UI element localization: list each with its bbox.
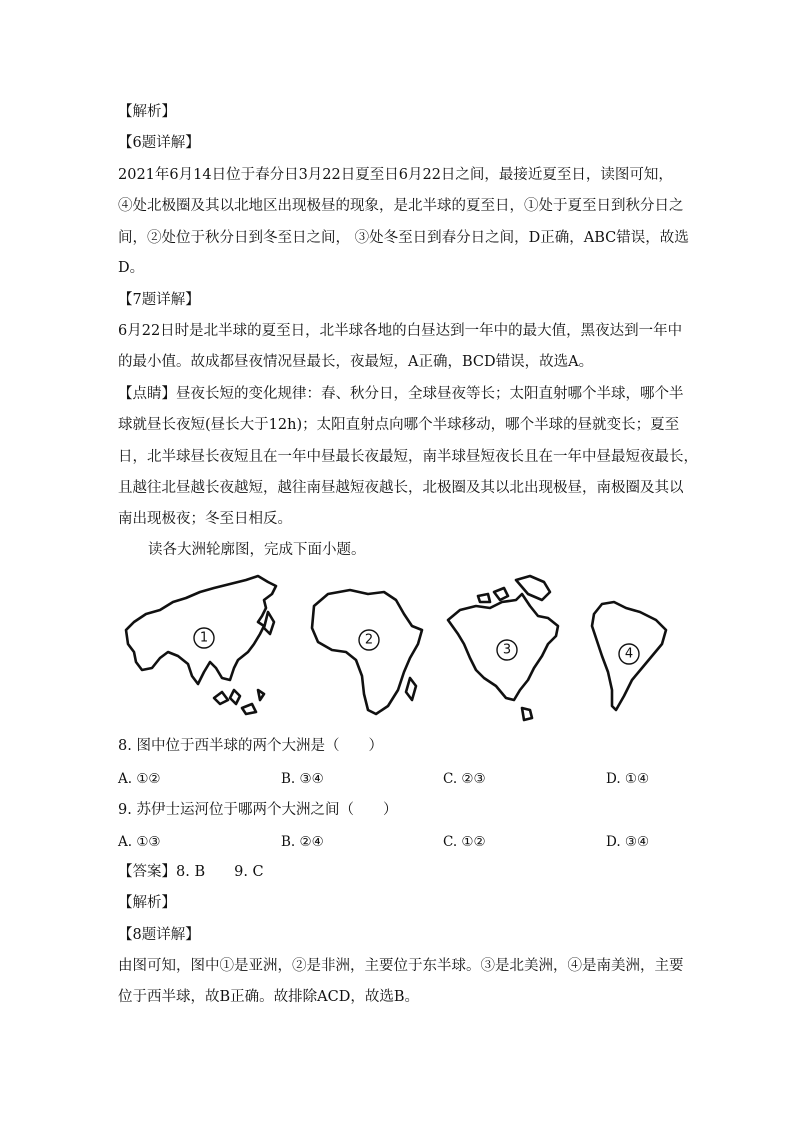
q9-option-c: C. ①② [443,834,486,850]
question-8: 8. 图中位于西半球的两个大洲是（ ） [118,738,383,754]
paragraph-line: 由图可知，图中①是亚洲，②是非洲，主要位于东半球。③是北美洲，④是南美洲，主要 [118,958,684,974]
q9-option-d: D. ③④ [606,834,650,850]
paragraph-line: 的最小值。故成都昼夜情况昼最长，夜最短，A正确，BCD错误，故选A。 [118,354,594,370]
q8-option-a: A. ①② [118,771,161,787]
paragraph-line: 位于西半球，故B正确。故排除ACD，故选B。 [118,989,420,1005]
q8-detail-heading: 【8题详解】 [118,927,200,943]
question-intro: 读各大洲轮廓图，完成下面小题。 [148,542,366,558]
asia-map [126,576,276,714]
africa-map [312,590,422,714]
continent-outline-maps [118,572,678,732]
q8-option-c: C. ②③ [443,771,486,787]
tip-line: 【点睛】昼夜长短的变化规律：春、秋分日，全球昼夜等长；太阳直射哪个半球，哪个半 [118,386,684,402]
map-label-1: 1 [199,630,209,646]
tip-line: 且越往北昼越长夜越短，越往南昼越短夜越长，北极圈及其以北出现极昼，南极圈及其以 [118,480,684,496]
q9-option-b: B. ②④ [281,834,324,850]
paragraph-line: 2021年6月14日位于春分日3月22日夏至日6月22日之间，最接近夏至日，读图可知， [118,167,673,183]
question-9: 9. 苏伊士运河位于哪两个大洲之间（ ） [118,802,398,818]
paragraph-line: ④处北极圈及其以北地区出现极昼的现象，是北半球的夏至日，①处于夏至日到秋分日之 [118,198,684,214]
tip-line: 南出现极夜；冬至日相反。 [118,511,292,527]
paragraph-line: D。 [118,260,145,276]
map-label-3: 3 [502,642,512,658]
q9-option-a: A. ①③ [118,834,161,850]
q6-detail-heading: 【6题详解】 [118,135,200,151]
south-america-map [592,602,666,710]
tip-line: 球就昼长夜短(昼长大于12h)；太阳直射点向哪个半球移动，哪个半球的昼就变长；夏至 [118,417,680,433]
analysis-heading-2: 【解析】 [118,895,176,911]
analysis-heading: 【解析】 [118,104,176,120]
paragraph-line: 间，②处位于秋分日到冬至日之间， ③处冬至日到春分日之间，D正确，ABC错误，故选 [118,230,689,246]
paragraph-line: 6月22日时是北半球的夏至日，北半球各地的白昼达到一年中的最大值，黑夜达到一年中 [118,323,683,339]
north-america-map [448,576,558,720]
q7-detail-heading: 【7题详解】 [118,292,200,308]
map-label-4: 4 [624,646,634,662]
answer-line: 【答案】8. B 9. C [118,864,264,880]
tip-line: 日，北半球昼长夜短且在一年中昼最长夜最短，南半球昼短夜长且在一年中昼最短夜最长， [118,449,698,465]
q8-option-b: B. ③④ [281,771,324,787]
map-label-2: 2 [364,632,374,648]
q8-option-d: D. ①④ [606,771,650,787]
